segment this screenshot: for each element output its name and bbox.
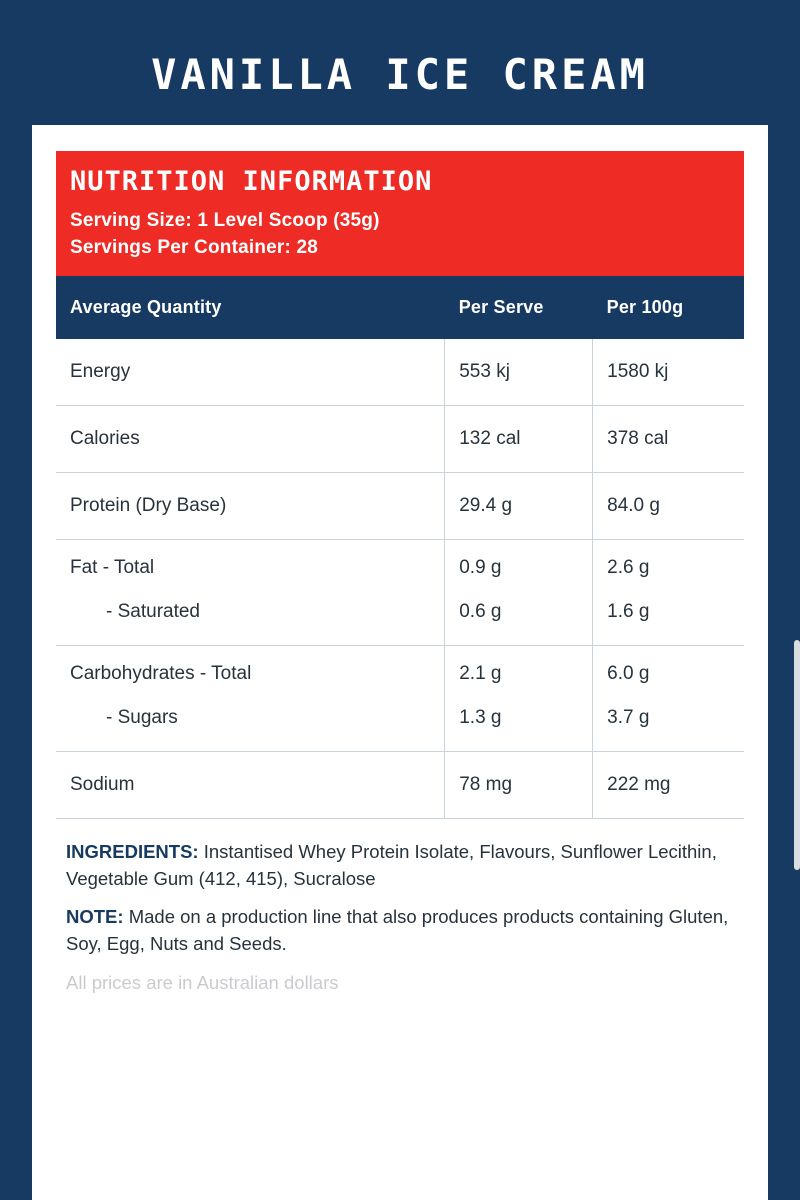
note-text: Made on a production line that also produces products containing Gluten, Soy, Egg, Nuts and Seeds. xyxy=(66,906,729,955)
table-row xyxy=(56,339,744,406)
row-per-serve: 29.4 g xyxy=(445,472,593,539)
row-label: Fat - Total xyxy=(56,539,445,587)
row-per-serve: 0.6 g xyxy=(445,587,593,646)
scrollbar[interactable] xyxy=(794,640,800,870)
row-label: - Saturated xyxy=(56,587,445,646)
row-per-serve: 2.1 g xyxy=(445,645,593,693)
row-per-serve: 1.3 g xyxy=(445,693,593,752)
row-label: Carbohydrates - Total xyxy=(56,645,445,693)
row-per-100g: 3.7 g xyxy=(593,693,744,752)
serving-size-text: Serving Size: 1 Level Scoop (35g) xyxy=(70,209,380,231)
row-per-100g: 6.0 g xyxy=(607,662,650,684)
ingredients-line xyxy=(66,839,734,893)
cut-off-line: All prices are in Australian dollars xyxy=(66,972,339,994)
row-per-100g: 84.0 g xyxy=(593,472,744,539)
row-per-100g: 222 mg xyxy=(593,751,744,818)
row-label: Calories xyxy=(56,405,445,472)
nutrition-card xyxy=(32,125,768,1200)
row-per-100g: 1580 kj xyxy=(593,339,744,406)
page-title: VANILLA ICE CREAM xyxy=(151,50,649,99)
column-header-average-quantity: Average Quantity xyxy=(56,276,445,339)
column-header-per-100g: Per 100g xyxy=(593,276,744,339)
nutrition-table xyxy=(56,276,744,819)
note-line xyxy=(66,904,734,958)
table-row xyxy=(56,539,744,587)
row-per-serve: 78 mg xyxy=(445,751,593,818)
notes-section xyxy=(56,819,744,997)
table-header-row xyxy=(56,276,744,339)
row-per-100g: 378 cal xyxy=(593,405,744,472)
ingredients-text: Instantised Whey Protein Isolate, Flavours, Sunflower Lecithin, Vegetable Gum (412, 415), Sucralose xyxy=(66,840,717,889)
table-row xyxy=(56,751,744,818)
table-row xyxy=(56,472,744,539)
ingredients-label: INGREDIENTS: xyxy=(66,840,199,862)
row-label: Energy xyxy=(56,339,445,406)
row-per-serve: 0.9 g xyxy=(445,539,593,587)
row-per-serve: 132 cal xyxy=(445,405,593,472)
row-label: Sodium xyxy=(56,751,445,818)
table-row xyxy=(56,405,744,472)
nutrition-information-panel xyxy=(56,151,744,276)
row-label: - Sugars xyxy=(56,693,445,752)
nutrition-information-heading: NUTRITION INFORMATION xyxy=(70,166,433,197)
table-row xyxy=(56,693,744,752)
row-label: Protein (Dry Base) xyxy=(56,472,445,539)
servings-per-container-text: Servings Per Container: 28 xyxy=(70,237,319,259)
row-per-serve: 553 kj xyxy=(445,339,593,406)
row-per-100g: 2.6 g xyxy=(607,556,650,578)
column-header-per-serve: Per Serve xyxy=(445,276,593,339)
note-label: NOTE: xyxy=(66,906,124,928)
table-row xyxy=(56,645,744,693)
row-per-100g: 1.6 g xyxy=(593,587,744,646)
table-row xyxy=(56,587,744,646)
